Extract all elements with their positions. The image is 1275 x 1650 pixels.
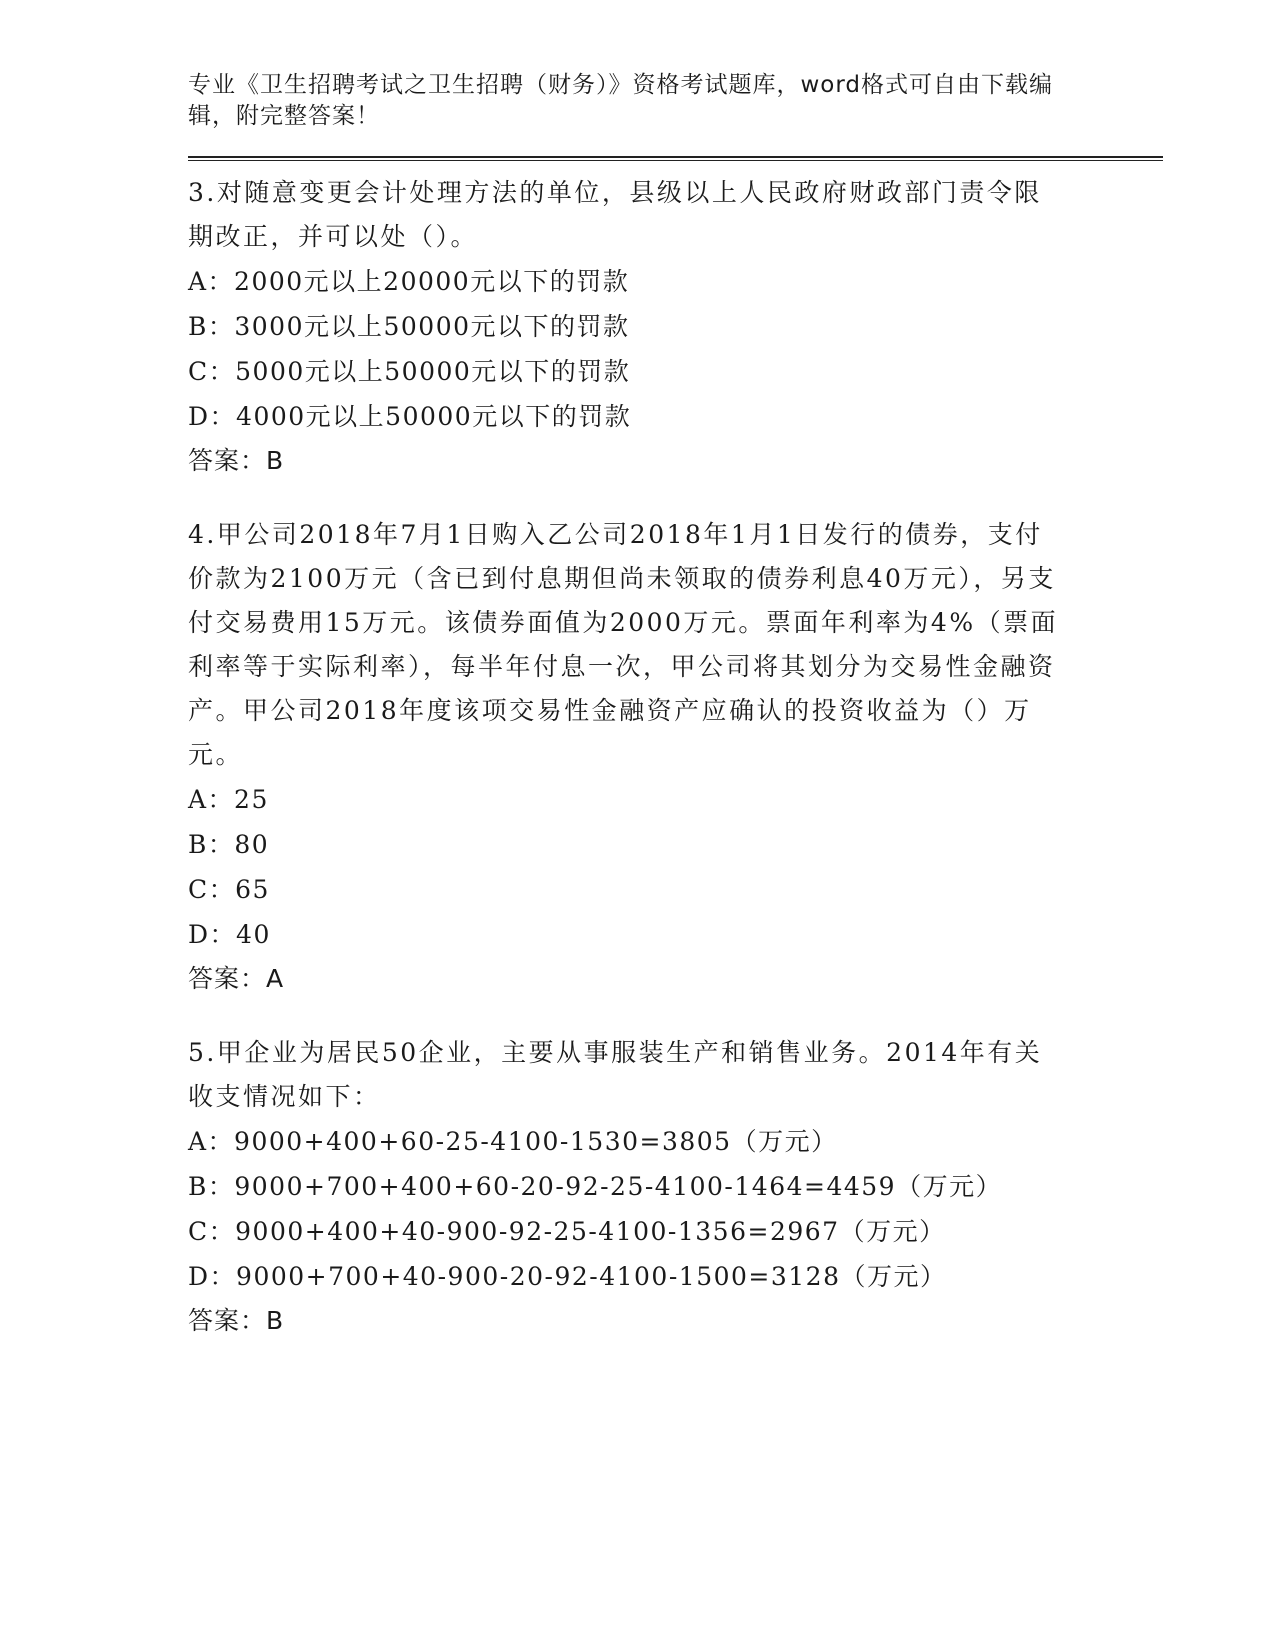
option-b: B：3000元以上50000元以下的罚款 [188,312,630,341]
question-text: 4.甲公司2018年7月1日购入乙公司2018年1月1日发行的债券，支付价款为2100万元（含已到付息期但尚未领取的债券利息40万元），另支付交易费用15万元。该债券面值为2000万元。票面年利率为4%（票面利率等于实际利率），每半年付息一次，甲公司将其划分为交易性金融资产。甲公司2018年度该项交易性金融资产应确认的投资收益为（）万元。 [188,520,1059,769]
question-3 [188,171,1163,483]
option-list [188,259,1163,439]
answer-label: 答案：A [188,964,285,993]
option-list [188,1119,1163,1299]
option-b: B：9000+700+400+60-20-92-25-4100-1464=4459（万元） [188,1172,1003,1201]
option-c: C：5000元以上50000元以下的罚款 [188,357,631,386]
option-b: B：80 [188,830,270,859]
question-text: 5.甲企业为居民50企业，主要从事服装生产和销售业务。2014年有关收支情况如下： [188,1038,1043,1111]
question-4 [188,513,1163,1001]
option-d: D：4000元以上50000元以下的罚款 [188,402,632,431]
question-text: 3.对随意变更会计处理方法的单位，县级以上人民政府财政部门责令限期改正，并可以处（）。 [188,178,1042,251]
header-divider [188,156,1163,161]
answer-label: 答案：B [188,1306,285,1335]
option-list [188,777,1163,957]
option-d: D：40 [188,920,271,949]
option-a: A：2000元以上20000元以下的罚款 [188,267,630,296]
option-a: A：25 [188,785,269,814]
question-5 [188,1031,1163,1343]
option-d: D：9000+700+40-900-20-92-4100-1500=3128（万元） [188,1262,947,1291]
option-c: C：65 [188,875,270,904]
option-a: A：9000+400+60-25-4100-1530=3805（万元） [188,1127,838,1156]
answer-label: 答案：B [188,446,285,475]
document-header: 专业《卫生招聘考试之卫生招聘（财务）》资格考试题库，word格式可自由下载编辑，附完整答案！ [188,72,1054,129]
question-list [188,171,1163,1343]
option-c: C：9000+400+40-900-92-25-4100-1356=2967（万元） [188,1217,946,1246]
document-page [188,70,1163,1373]
